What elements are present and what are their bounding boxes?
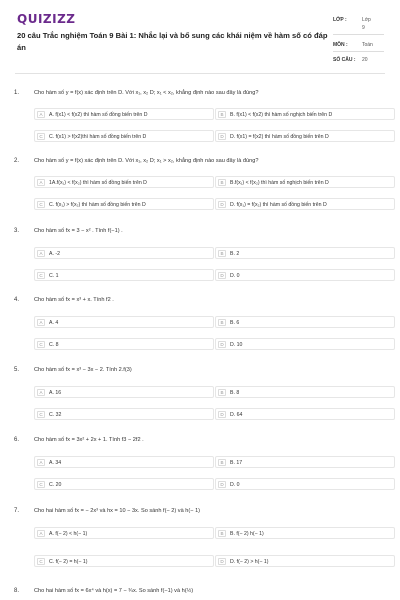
option-a[interactable]	[34, 108, 214, 120]
option-text: D. 0	[230, 273, 240, 279]
option-letter-box: C	[37, 558, 45, 565]
option-a[interactable]	[34, 386, 214, 398]
option-c[interactable]	[34, 198, 214, 210]
option-letter-box: C	[37, 481, 45, 488]
question-number: 6.	[14, 437, 20, 443]
option-text: B. f(− 2) h(− 1)	[230, 531, 264, 537]
question-number: 4.	[14, 297, 20, 303]
option-letter-box: B	[218, 459, 226, 466]
option-letter-box: D	[218, 272, 226, 279]
option-b[interactable]	[215, 386, 395, 398]
option-d[interactable]	[215, 555, 395, 567]
option-letter-box: C	[37, 272, 45, 279]
option-text: A. 34	[49, 460, 62, 466]
quizizz-logo: QUIZIZZ	[17, 12, 76, 26]
option-d[interactable]	[215, 269, 395, 281]
question-text: Cho hàm số y = f(x) xác định trên D. Với x₁, x₂ D; x₁ < x₂, khẳng định nào sau đây là đúng?	[34, 90, 259, 96]
option-letter-box: C	[37, 411, 45, 418]
option-b[interactable]	[215, 527, 395, 539]
option-text: B. 6	[230, 320, 240, 326]
option-text: 1A.f(x₁) < f(x₂) thì hàm số đồng biến trên D	[49, 180, 147, 186]
option-c[interactable]	[34, 338, 214, 350]
option-letter-box: C	[37, 341, 45, 348]
option-letter-box: B	[218, 111, 226, 118]
option-letter-box: D	[218, 133, 226, 140]
meta-divider	[333, 51, 384, 52]
option-c[interactable]	[34, 269, 214, 281]
option-text: D. 64	[230, 412, 243, 418]
option-letter-box: D	[218, 558, 226, 565]
worksheet-header	[0, 0, 400, 76]
option-c[interactable]	[34, 555, 214, 567]
option-a[interactable]	[34, 456, 214, 468]
question-number: 3.	[14, 228, 20, 234]
question-text: Cho hai hàm số fx = 6x⁴ và h(x) = 7 − ¾x. So sánh f(−1) và h(½)	[34, 588, 194, 594]
option-letter-box: A	[37, 530, 45, 537]
option-text: A. 4	[49, 320, 59, 326]
option-text: D. f(x₁) = f(x₂) thì hàm số đồng biến trên D	[230, 202, 327, 208]
question-number: 5.	[14, 367, 20, 373]
question-text: Cho hàm số fx = 3 − x² . Tính f(−1) .	[34, 228, 123, 234]
option-text: C. 1	[49, 273, 59, 279]
option-text: B.f(x₁) < f(x₂) thì hàm số nghịch biến trên D	[230, 180, 329, 186]
option-letter-box: A	[37, 319, 45, 326]
option-text: B. 8	[230, 390, 240, 396]
option-c[interactable]	[34, 130, 214, 142]
option-text: A. 16	[49, 390, 62, 396]
option-text: A. -2	[49, 251, 60, 257]
option-text: A. f(x1) < f(x2) thì hàm số đồng biến trên D	[49, 112, 148, 118]
option-text: C. f(x₁) > f(x₂) thì hàm số đồng biến trên D	[49, 202, 146, 208]
class-label: LỚP :	[333, 17, 347, 23]
question-text: Cho hai hàm số fx = − 2x³ và hx = 10 − 3x. So sánh f(− 2) và h(− 1)	[34, 508, 201, 514]
option-letter-box: D	[218, 411, 226, 418]
option-text: C. f(− 2) = h(− 1)	[49, 559, 88, 565]
option-letter-box: B	[218, 250, 226, 257]
option-c[interactable]	[34, 408, 214, 420]
option-letter-box: B	[218, 389, 226, 396]
option-letter-box: A	[37, 111, 45, 118]
subject-value: Toán	[362, 42, 373, 48]
option-letter-box: A	[37, 179, 45, 186]
question-number: 2.	[14, 158, 20, 164]
option-text: B. f(x1) < f(x2) thì hàm số nghịch biến trên D	[230, 112, 333, 118]
question-text: Cho hàm số fx = x³ − 3x − 2. Tính 2.f(3)	[34, 367, 132, 373]
question-number: 8.	[14, 588, 20, 594]
option-a[interactable]	[34, 316, 214, 328]
option-b[interactable]	[215, 456, 395, 468]
question-text: Cho hàm số fx = 3x² + 2x + 1. Tính f3 − 2f2 .	[34, 437, 144, 443]
question-number: 7.	[14, 508, 20, 514]
option-letter-box: B	[218, 530, 226, 537]
option-text: C. 20	[49, 482, 62, 488]
question-count-label: SỐ CÂU :	[333, 57, 356, 63]
option-b[interactable]	[215, 108, 395, 120]
option-text: D. f(x1) = f(x2) thì hàm số đồng biến trên D	[230, 134, 329, 140]
option-letter-box: B	[218, 179, 226, 186]
class-value-line2: 9	[362, 25, 365, 31]
question-number: 1.	[14, 90, 20, 96]
option-d[interactable]	[215, 338, 395, 350]
option-b[interactable]	[215, 316, 395, 328]
question-count-value: 20	[362, 57, 368, 63]
option-letter-box: C	[37, 201, 45, 208]
option-letter-box: D	[218, 201, 226, 208]
question-text: Cho hàm số y = f(x) xác định trên D. Với x₁, x₂ D; x₁ > x₂, khẳng định nào sau đây là đúng?	[34, 158, 259, 164]
option-text: B. 17	[230, 460, 243, 466]
option-text: D. 10	[230, 342, 243, 348]
class-value-line1: Lớp	[362, 17, 371, 23]
option-letter-box: A	[37, 250, 45, 257]
question-text: Cho hàm số fx = x³ + x. Tính f2 .	[34, 297, 114, 303]
option-text: C. 32	[49, 412, 62, 418]
option-letter-box: B	[218, 319, 226, 326]
option-a[interactable]	[34, 176, 214, 188]
option-d[interactable]	[215, 478, 395, 490]
option-c[interactable]	[34, 478, 214, 490]
option-letter-box: A	[37, 389, 45, 396]
option-text: C. 8	[49, 342, 59, 348]
option-d[interactable]	[215, 130, 395, 142]
option-d[interactable]	[215, 198, 395, 210]
option-a[interactable]	[34, 527, 214, 539]
option-text: B. 2	[230, 251, 240, 257]
header-divider	[15, 73, 385, 74]
option-text: D. f(− 2) > h(− 1)	[230, 559, 269, 565]
option-text: A. f(− 2) < h(− 1)	[49, 531, 88, 537]
option-a[interactable]	[34, 247, 214, 259]
option-d[interactable]	[215, 408, 395, 420]
option-b[interactable]	[215, 247, 395, 259]
option-letter-box: D	[218, 481, 226, 488]
option-letter-box: A	[37, 459, 45, 466]
option-text: D. 0	[230, 482, 240, 488]
option-letter-box: C	[37, 133, 45, 140]
option-b[interactable]	[215, 176, 395, 188]
meta-divider	[333, 34, 384, 35]
option-text: C. f(x1) > f(x2)thì hàm số đồng biến trên D	[49, 134, 147, 140]
subject-label: MÔN :	[333, 42, 348, 48]
worksheet-title: 20 câu Trắc nghiệm Toán 9 Bài 1: Nhắc lại và bổ sung các khái niệm về hàm số có đáp án	[17, 31, 328, 52]
option-letter-box: D	[218, 341, 226, 348]
